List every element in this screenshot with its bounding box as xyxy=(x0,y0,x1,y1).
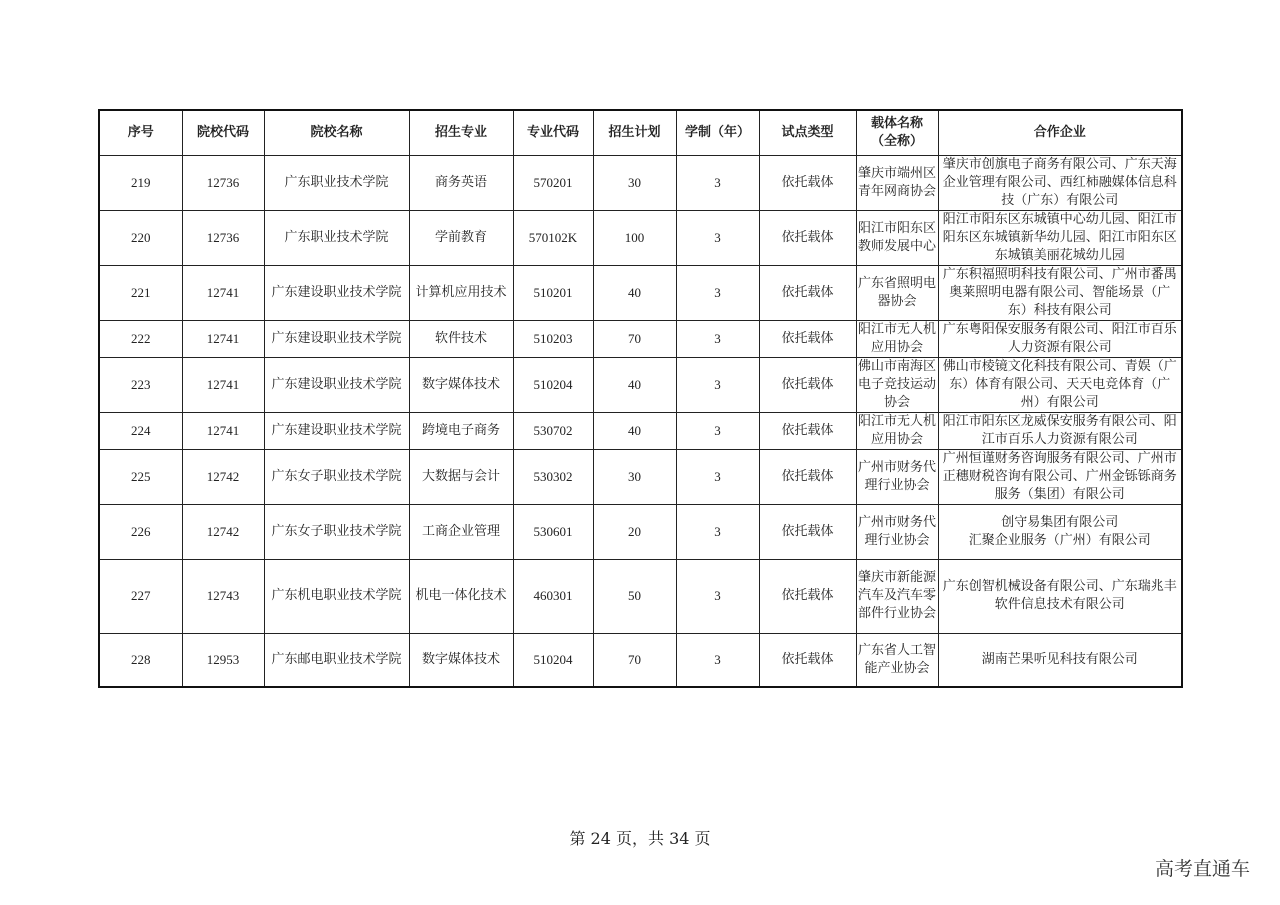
table-cell: 广东女子职业技术学院 xyxy=(264,449,409,504)
header-cell: 试点类型 xyxy=(759,110,856,155)
table-cell: 30 xyxy=(593,449,676,504)
table-cell: 12741 xyxy=(182,265,264,320)
table-row xyxy=(99,265,1182,320)
table-cell: 530601 xyxy=(513,504,593,559)
table-cell: 阳江市无人机应用协会 xyxy=(856,412,938,449)
table-cell: 广东创智机械设备有限公司、广东瑞兆丰软件信息技术有限公司 xyxy=(938,559,1182,633)
table-cell: 12742 xyxy=(182,504,264,559)
table-cell: 30 xyxy=(593,155,676,210)
header-cell: 合作企业 xyxy=(938,110,1182,155)
table-cell: 依托载体 xyxy=(759,504,856,559)
table-cell: 460301 xyxy=(513,559,593,633)
table-cell: 40 xyxy=(593,412,676,449)
table-cell: 227 xyxy=(99,559,182,633)
header-cell: 专业代码 xyxy=(513,110,593,155)
table-cell: 广东建设职业技术学院 xyxy=(264,320,409,357)
table-cell: 570102K xyxy=(513,210,593,265)
table-cell: 阳江市无人机应用协会 xyxy=(856,320,938,357)
table-cell: 广东省照明电器协会 xyxy=(856,265,938,320)
table-cell: 12742 xyxy=(182,449,264,504)
table-cell: 广东女子职业技术学院 xyxy=(264,504,409,559)
table-cell: 12741 xyxy=(182,320,264,357)
table-cell: 570201 xyxy=(513,155,593,210)
table-cell: 广东建设职业技术学院 xyxy=(264,265,409,320)
table-cell: 510204 xyxy=(513,357,593,412)
table-cell: 12736 xyxy=(182,210,264,265)
table-cell: 依托载体 xyxy=(759,320,856,357)
table-cell: 依托载体 xyxy=(759,412,856,449)
table-cell: 机电一体化技术 xyxy=(409,559,513,633)
table-cell: 广东邮电职业技术学院 xyxy=(264,633,409,687)
table-cell: 依托载体 xyxy=(759,633,856,687)
table-cell: 530702 xyxy=(513,412,593,449)
table-cell: 20 xyxy=(593,504,676,559)
table-cell: 12743 xyxy=(182,559,264,633)
table-cell: 佛山市南海区电子竞技运动协会 xyxy=(856,357,938,412)
table-cell: 221 xyxy=(99,265,182,320)
table-cell: 学前教育 xyxy=(409,210,513,265)
table-cell: 70 xyxy=(593,633,676,687)
table-cell: 12741 xyxy=(182,357,264,412)
table-cell: 510203 xyxy=(513,320,593,357)
table-cell: 222 xyxy=(99,320,182,357)
table-cell: 广东省人工智能产业协会 xyxy=(856,633,938,687)
table-cell: 220 xyxy=(99,210,182,265)
table-row xyxy=(99,559,1182,633)
table-cell: 510201 xyxy=(513,265,593,320)
table-cell: 肇庆市端州区青年网商协会 xyxy=(856,155,938,210)
table-cell: 广东建设职业技术学院 xyxy=(264,412,409,449)
table-cell: 广东粤阳保安服务有限公司、阳江市百乐人力资源有限公司 xyxy=(938,320,1182,357)
table-row xyxy=(99,210,1182,265)
table-cell: 广州市财务代理行业协会 xyxy=(856,504,938,559)
table-cell: 223 xyxy=(99,357,182,412)
table-cell: 工商企业管理 xyxy=(409,504,513,559)
header-cell: 学制（年） xyxy=(676,110,759,155)
table-cell: 3 xyxy=(676,449,759,504)
table-cell: 商务英语 xyxy=(409,155,513,210)
table-cell: 依托载体 xyxy=(759,449,856,504)
table-cell: 3 xyxy=(676,357,759,412)
table-cell: 3 xyxy=(676,155,759,210)
table-cell: 阳江市阳东区龙威保安服务有限公司、阳江市百乐人力资源有限公司 xyxy=(938,412,1182,449)
table-cell: 肇庆市新能源汽车及汽车零部件行业协会 xyxy=(856,559,938,633)
table-cell: 224 xyxy=(99,412,182,449)
table-cell: 创守易集团有限公司 汇聚企业服务（广州）有限公司 xyxy=(938,504,1182,559)
table-cell: 40 xyxy=(593,265,676,320)
table-row xyxy=(99,412,1182,449)
table-cell: 阳江市阳东区教师发展中心 xyxy=(856,210,938,265)
table-cell: 依托载体 xyxy=(759,265,856,320)
table-row xyxy=(99,449,1182,504)
table-cell: 12736 xyxy=(182,155,264,210)
table-cell: 12953 xyxy=(182,633,264,687)
table-cell: 226 xyxy=(99,504,182,559)
header-cell: 招生专业 xyxy=(409,110,513,155)
table-cell: 大数据与会计 xyxy=(409,449,513,504)
header-cell: 序号 xyxy=(99,110,182,155)
table-cell: 阳江市阳东区东城镇中心幼儿园、阳江市阳东区东城镇新华幼儿园、阳江市阳东区东城镇美丽花城幼儿园 xyxy=(938,210,1182,265)
table-cell: 50 xyxy=(593,559,676,633)
pilot-program-table xyxy=(98,109,1183,688)
table-cell: 40 xyxy=(593,357,676,412)
page-number: 第 24 页，共 34 页 xyxy=(569,829,711,848)
header-cell: 院校名称 xyxy=(264,110,409,155)
table-cell: 219 xyxy=(99,155,182,210)
table-cell: 广东职业技术学院 xyxy=(264,155,409,210)
table-cell: 3 xyxy=(676,633,759,687)
table-cell: 100 xyxy=(593,210,676,265)
table-cell: 佛山市棱镜文化科技有限公司、青娱（广东）体育有限公司、天天电竞体育（广州）有限公司 xyxy=(938,357,1182,412)
table-row xyxy=(99,504,1182,559)
table-cell: 70 xyxy=(593,320,676,357)
header-cell: 院校代码 xyxy=(182,110,264,155)
table-cell: 广州市财务代理行业协会 xyxy=(856,449,938,504)
table-cell: 3 xyxy=(676,559,759,633)
table-cell: 广东机电职业技术学院 xyxy=(264,559,409,633)
table-cell: 数字媒体技术 xyxy=(409,357,513,412)
table-cell: 3 xyxy=(676,412,759,449)
table-cell: 广东积福照明科技有限公司、广州市番禺奥莱照明电器有限公司、智能场景（广东）科技有限公司 xyxy=(938,265,1182,320)
table-cell: 3 xyxy=(676,210,759,265)
table-cell: 510204 xyxy=(513,633,593,687)
table-row xyxy=(99,155,1182,210)
table-cell: 依托载体 xyxy=(759,155,856,210)
watermark-text: 高考直通车 xyxy=(1154,858,1250,880)
header-cell: 招生计划 xyxy=(593,110,676,155)
table-cell: 广东建设职业技术学院 xyxy=(264,357,409,412)
header-cell: 载体名称（全称） xyxy=(856,110,938,155)
table-cell: 3 xyxy=(676,265,759,320)
table-cell: 广州恒谨财务咨询服务有限公司、广州市正穗财税咨询有限公司、广州金铄铄商务服务（集团）有限公司 xyxy=(938,449,1182,504)
table-cell: 3 xyxy=(676,504,759,559)
table-cell: 依托载体 xyxy=(759,210,856,265)
table-cell: 湖南芒果听见科技有限公司 xyxy=(938,633,1182,687)
table-cell: 计算机应用技术 xyxy=(409,265,513,320)
table-cell: 肇庆市创旗电子商务有限公司、广东天海企业管理有限公司、西红柿融媒体信息科技（广东）有限公司 xyxy=(938,155,1182,210)
table-cell: 依托载体 xyxy=(759,357,856,412)
table-row xyxy=(99,320,1182,357)
table-cell: 跨境电子商务 xyxy=(409,412,513,449)
table-cell: 广东职业技术学院 xyxy=(264,210,409,265)
table-row xyxy=(99,633,1182,687)
table-cell: 225 xyxy=(99,449,182,504)
header-row xyxy=(99,110,1182,155)
table-cell: 数字媒体技术 xyxy=(409,633,513,687)
table-cell: 228 xyxy=(99,633,182,687)
table-cell: 3 xyxy=(676,320,759,357)
table-cell: 530302 xyxy=(513,449,593,504)
table-cell: 12741 xyxy=(182,412,264,449)
table-row xyxy=(99,357,1182,412)
table-cell: 依托载体 xyxy=(759,559,856,633)
table-cell: 软件技术 xyxy=(409,320,513,357)
